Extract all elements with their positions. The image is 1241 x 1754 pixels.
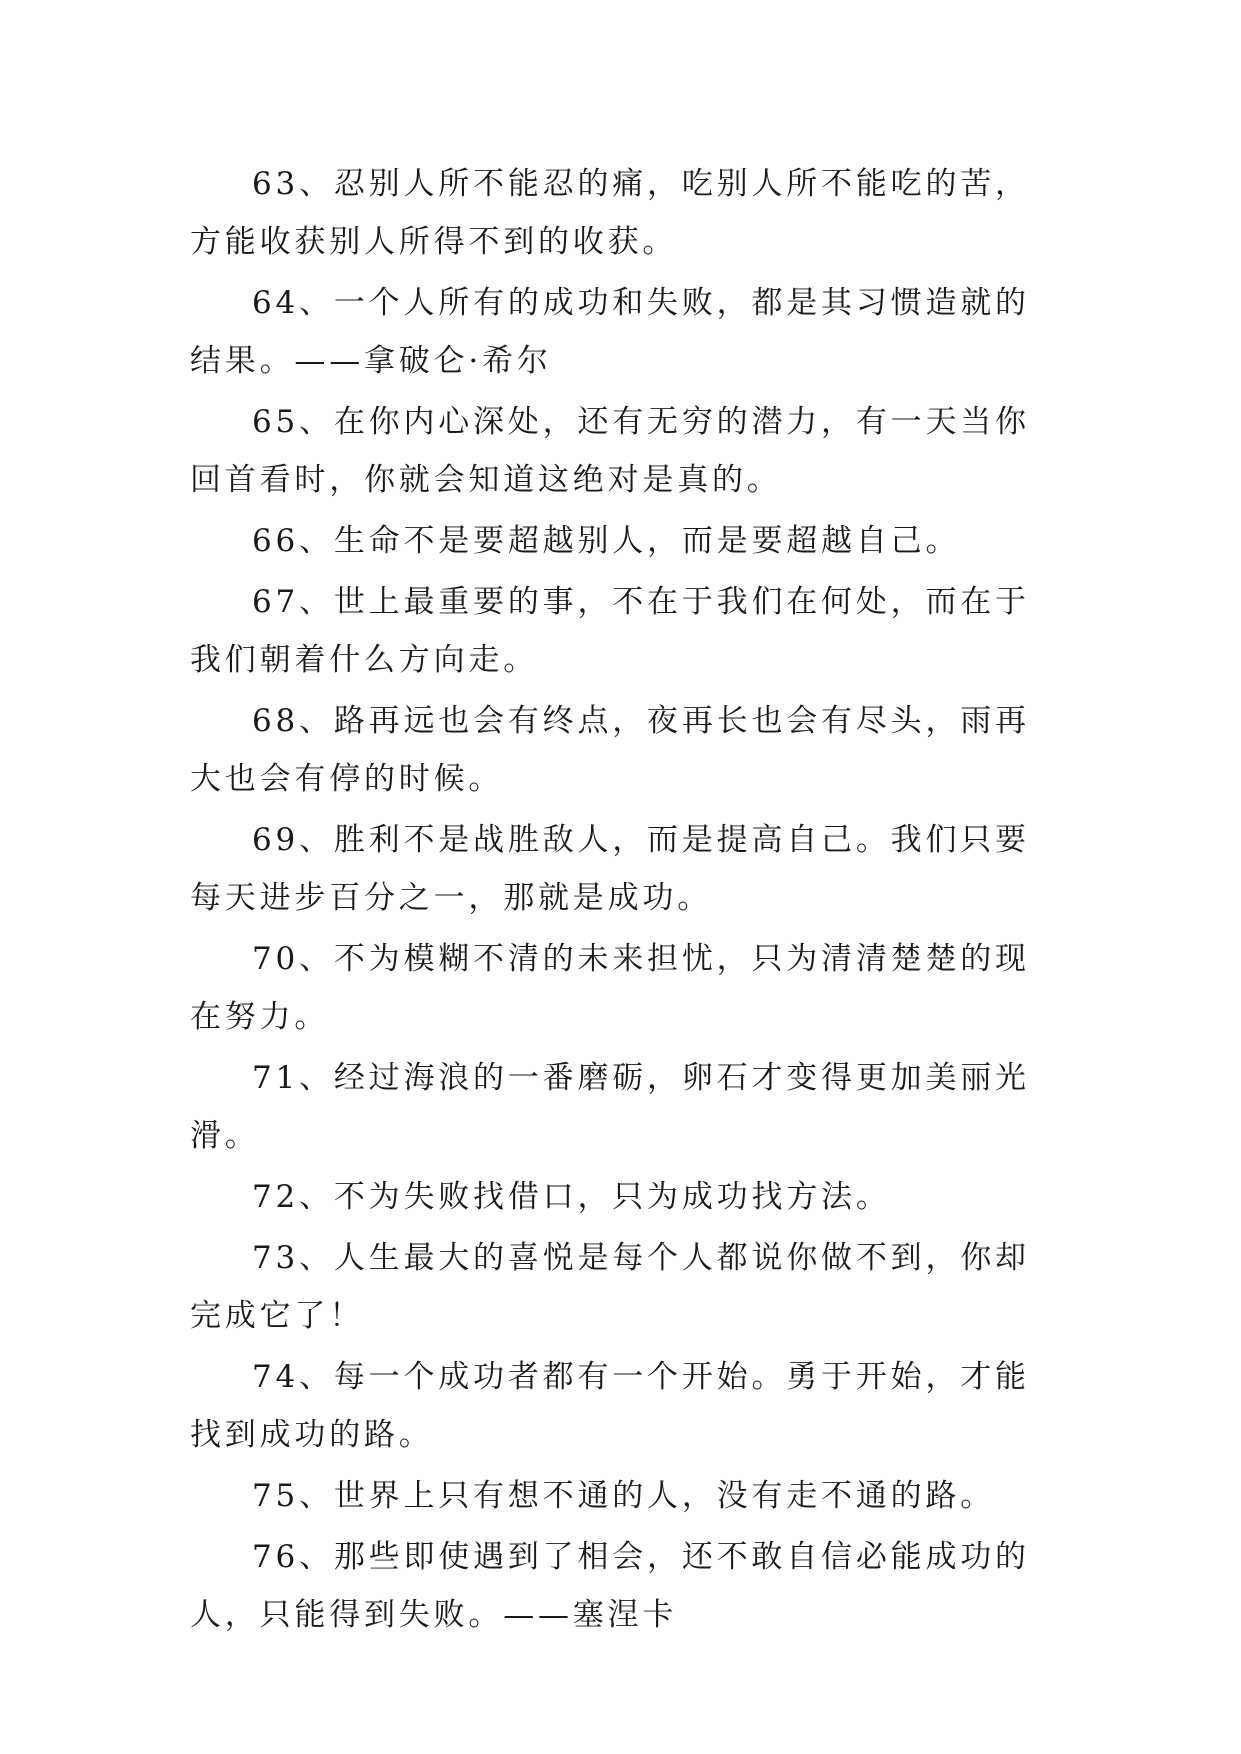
quote-paragraph-75: 75、世界上只有想不通的人，没有走不通的路。 bbox=[252, 1478, 996, 1514]
quote-paragraph-74: 74、每一个成功者都有一个开始。勇于开始，才能找到成功的路。 bbox=[190, 1359, 1030, 1453]
quote-paragraph-64: 64、一个人所有的成功和失败，都是其习惯造就的结果。——拿破仑·希尔 bbox=[190, 285, 1030, 379]
quote-list bbox=[190, 155, 1060, 1647]
quote-paragraph-63: 63、忍别人所不能忍的痛，吃别人所不能吃的苦，方能收获别人所得不到的收获。 bbox=[190, 166, 1030, 260]
quote-paragraph-67: 67、世上最重要的事，不在于我们在何处，而在于我们朝着什么方向走。 bbox=[190, 584, 1030, 678]
quote-paragraph-69: 69、胜利不是战胜敌人，而是提高自己。我们只要每天进步百分之一，那就是成功。 bbox=[190, 822, 1030, 916]
quote-paragraph-73: 73、人生最大的喜悦是每个人都说你做不到，你却完成它了！ bbox=[190, 1240, 1030, 1334]
quote-paragraph-71: 71、经过海浪的一番磨砺，卵石才变得更加美丽光滑。 bbox=[190, 1060, 1030, 1154]
quote-paragraph-72: 72、不为失败找借口，只为成功找方法。 bbox=[252, 1179, 891, 1215]
quote-paragraph-70: 70、不为模糊不清的未来担忧，只为清清楚楚的现在努力。 bbox=[190, 941, 1030, 1035]
quote-paragraph-65: 65、在你内心深处，还有无穷的潜力，有一天当你回首看时，你就会知道这绝对是真的。 bbox=[190, 404, 1030, 498]
quote-paragraph-66: 66、生命不是要超越别人，而是要超越自己。 bbox=[252, 523, 961, 559]
quote-paragraph-68: 68、路再远也会有终点，夜再长也会有尽头，雨再大也会有停的时候。 bbox=[190, 703, 1030, 797]
quote-paragraph-76: 76、那些即使遇到了相会，还不敢自信必能成功的人，只能得到失败。——塞涅卡 bbox=[190, 1539, 1030, 1633]
